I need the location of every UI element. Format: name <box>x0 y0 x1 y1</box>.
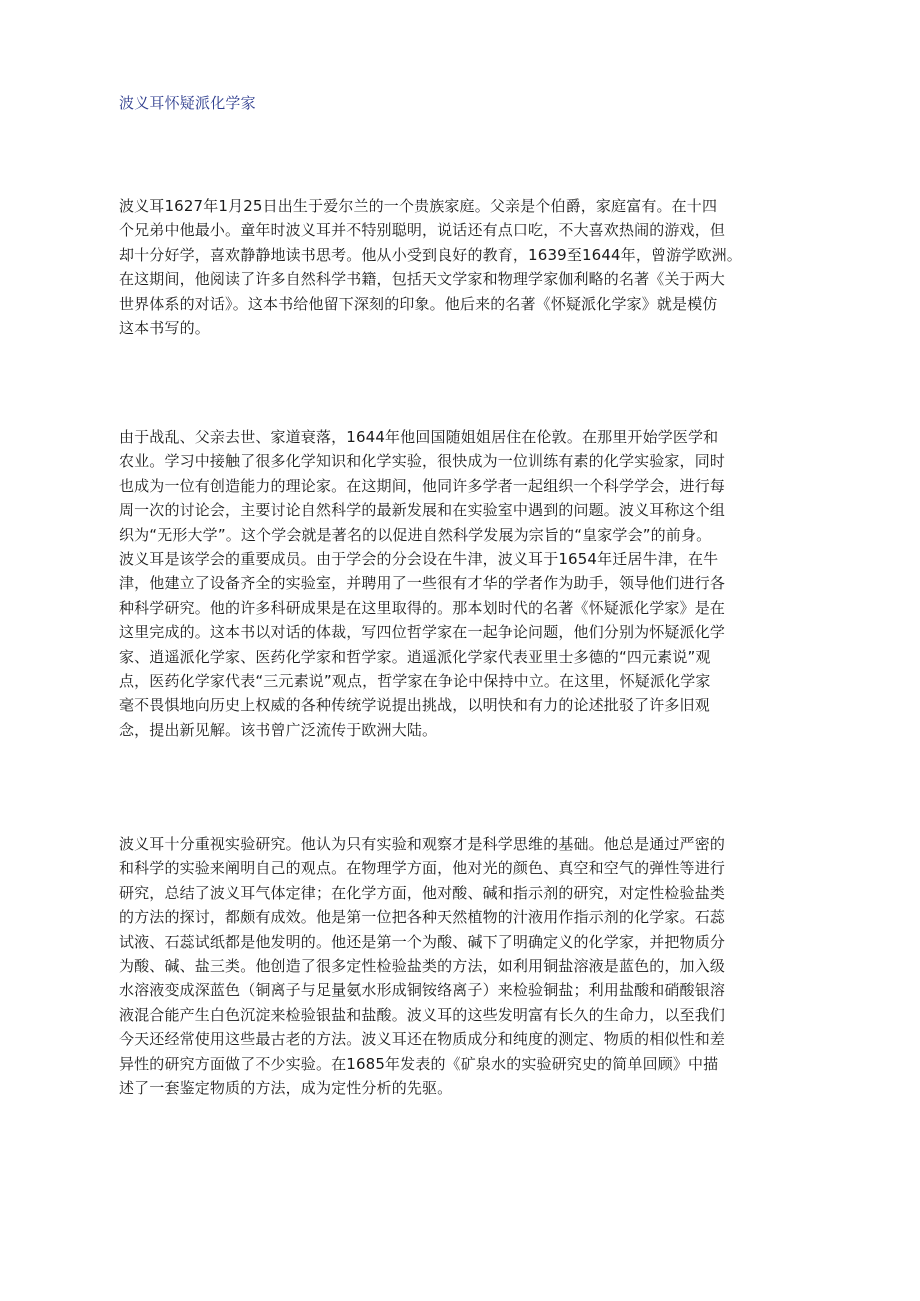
paragraph-line: 由于战乱、父亲去世、家道衰落，1644年他回国随姐姐居住在伦敦。在那里开始学医学和 <box>119 428 719 446</box>
paragraph-line: 波义耳是该学会的重要成员。由于学会的分会设在牛津，波义耳于1654年迁居牛津，在牛 <box>119 550 719 569</box>
paragraph-line: 世界体系的对话》。这本书给他留下深刻的印象。他后来的名著《怀疑派化学家》就是模仿 <box>119 294 718 313</box>
paragraph-line: 种科学研究。他的许多科研成果是在这里取得的。那本划时代的名著《怀疑派化学家》是在 <box>119 598 726 617</box>
paragraph-line: 念，提出新见解。该书曾广泛流传于欧洲大陆。 <box>119 720 438 739</box>
paragraph-line: 这里完成的。这本书以对话的体裁，写四位哲学家在一起争论问题，他们分别为怀疑派化学 <box>119 623 726 642</box>
paragraph-line: 为酸、碱、盐三类。他创造了很多定性检验盐类的方法，如利用铜盐溶液是蓝色的，加入级 <box>119 957 726 976</box>
paragraph-early-life <box>119 194 787 340</box>
paragraph-line: 农业。学习中接触了很多化学知识和化学实验，很快成为一位训练有素的化学实验家，同时 <box>119 452 726 471</box>
paragraph-line: 家、逍遥派化学家、医药化学家和哲学家。逍遥派化学家代表亚里士多德的“四元素说”观 <box>119 647 711 666</box>
paragraph-experiments <box>119 832 787 1100</box>
paragraph-line: 今天还经常使用这些最古老的方法。波义耳还在物质成分和纯度的测定、物质的相似性和差 <box>119 1030 726 1049</box>
paragraph-line: 研究，总结了波义耳气体定律；在化学方面，他对酸、碱和指示剂的研究，对定性检验盐类 <box>119 883 726 902</box>
paragraph-line: 水溶液变成深蓝色（铜离子与足量氨水形成铜铵络离子）来检验铜盐；利用盐酸和硝酸银溶 <box>119 981 726 1000</box>
paragraph-line: 周一次的讨论会，主要讨论自然科学的最新发展和在实验室中遇到的问题。波义耳称这个组 <box>119 501 726 520</box>
paragraph-line: 点，医药化学家代表“三元素说”观点，哲学家在争论中保持中立。在这里，怀疑派化学家 <box>119 672 711 691</box>
paragraph-line: 试液、石蕊试纸都是他发明的。他还是第一个为酸、碱下了明确定义的化学家，并把物质分 <box>119 932 726 951</box>
paragraph-line: 个兄弟中他最小。童年时波义耳并不特别聪明，说话还有点口吃，不大喜欢热闹的游戏，但 <box>119 221 726 240</box>
paragraph-line: 和科学的实验来阐明自己的观点。在物理学方面，他对光的颜色、真空和空气的弹性等进行 <box>119 859 726 878</box>
paragraph-line: 却十分好学，喜欢静静地读书思考。他从小受到良好的教育，1639至1644年，曾游学欧洲。 <box>119 245 742 264</box>
paragraph-line: 在这期间，他阅读了许多自然科学书籍，包括天文学家和物理学家伽利略的名著《关于两大 <box>119 270 726 289</box>
paragraph-line: 津，他建立了设备齐全的实验室，并聘用了一些很有才华的学者作为助手，领导他们进行各 <box>119 574 726 593</box>
paragraph-line: 液混合能产生白色沉淀来检验银盐和盐酸。波义耳的这些发明富有长久的生命力，以至我们 <box>119 1005 726 1024</box>
paragraph-london-oxford <box>119 425 787 742</box>
paragraph-line: 异性的研究方面做了不少实验。在1685年发表的《矿泉水的实验研究史的简单回顾》中描 <box>119 1054 719 1073</box>
paragraph-line: 波义耳十分重视实验研究。他认为只有实验和观察才是科学思维的基础。他总是通过严密的 <box>119 835 726 853</box>
paragraph-line: 波义耳1627年1月25日出生于爱尔兰的一个贵族家庭。父亲是个伯爵，家庭富有。在十四 <box>119 197 718 215</box>
paragraph-line: 织为“无形大学”。这个学会就是著名的以促进自然科学发展为宗旨的“皇家学会”的前身。 <box>119 525 712 544</box>
document-title: 波义耳怀疑派化学家 <box>119 94 256 112</box>
paragraph-line: 述了一套鉴定物质的方法，成为定性分析的先驱。 <box>119 1079 453 1098</box>
paragraph-line: 毫不畏惧地向历史上权威的各种传统学说提出挑战，以明快和有力的论述批驳了许多旧观 <box>119 696 710 715</box>
paragraph-line: 的方法的探讨，都颇有成效。他是第一位把各种天然植物的汁液用作指示剂的化学家。石蕊 <box>119 908 726 927</box>
paragraph-line: 也成为一位有创造能力的理论家。在这期间，他同许多学者一起组织一个科学学会，进行每 <box>119 476 726 495</box>
paragraph-line: 这本书写的。 <box>119 319 210 338</box>
